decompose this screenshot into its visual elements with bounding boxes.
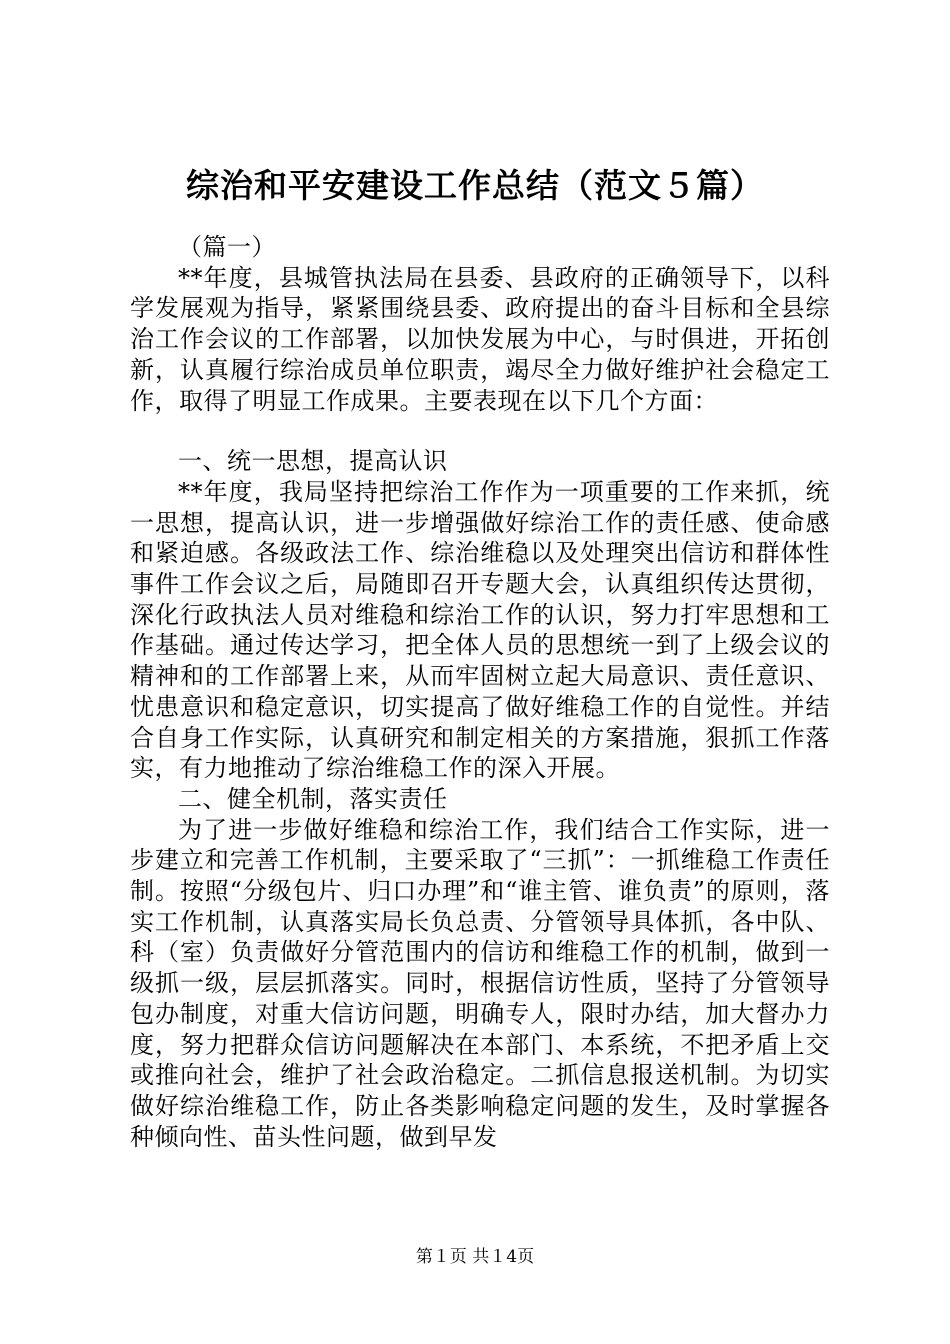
section-heading: 一、统一思想，提高认识: [178, 447, 448, 476]
chapter-label: （篇一）: [178, 233, 276, 261]
document-body: [130, 232, 830, 1152]
page-footer: 第１页 共１4页: [415, 1247, 535, 1267]
body-paragraph: **年度，县城管执法局在县委、县政府的正确领导下，以科学发展观为指导，紧紧围绕县委、政府提出的奋斗目标和全县综治工作会议的工作部署，以加快发展为中心，与时俱进，开拓创新，认真履行综治成员单位职责，竭尽全力做好维护社会稳定工作，取得了明显工作成果。主要表现在以下几个方面：: [130, 263, 830, 415]
body-paragraph: **年度，我局坚持把综治工作作为一项重要的工作来抓，统一思想，提高认识，进一步增强做好综治工作的责任感、使命感和紧迫感。各级政法工作、综治维稳以及处理突出信访和群体性事件工作会议之后，局随即召开专题大会，认真组织传达贯彻，深化行政执法人员对维稳和综治工作的认识，努力打牢思想和工作基础。通过传达学习，把全体人员的思想统一到了上级会议的精神和的工作部署上来，从而牢固树立起大局意识、责任意识、忧患意识和稳定意识，切实提高了做好维稳工作的自觉性。并结合自身工作实际，认真研究和制定相关的方案措施，狠抓工作落实，有力地推动了综治维稳工作的深入开展。: [130, 477, 830, 783]
document-title: 综治和平安建设工作总结（范文５篇）: [186, 166, 764, 205]
body-paragraph: 为了进一步做好维稳和综治工作，我们结合工作实际，进一步建立和完善工作机制，主要采取了“三抓”：一抓维稳工作责任制。按照“分级包片、归口办理”和“谁主管、谁负责”的原则，落实工作机制，认真落实局长负总责、分管领导具体抓，各中队、科（室）负责做好分管范围内的信访和维稳工作的机制，做到一级抓一级，层层抓落实。同时，根据信访性质，坚持了分管领导包办制度，对重大信访问题，明确专人，限时办结，加大督办力度，努力把群众信访问题解决在本部门、本系统，不把矛盾上交或推向社会，维护了社会政治稳定。二抓信息报送机制。为切实做好综治维稳工作，防止各类影响稳定问题的发生，及时掌握各种倾向性、苗头性问题，做到早发: [130, 815, 830, 1151]
section-heading: 二、健全机制，落实责任: [178, 784, 448, 813]
